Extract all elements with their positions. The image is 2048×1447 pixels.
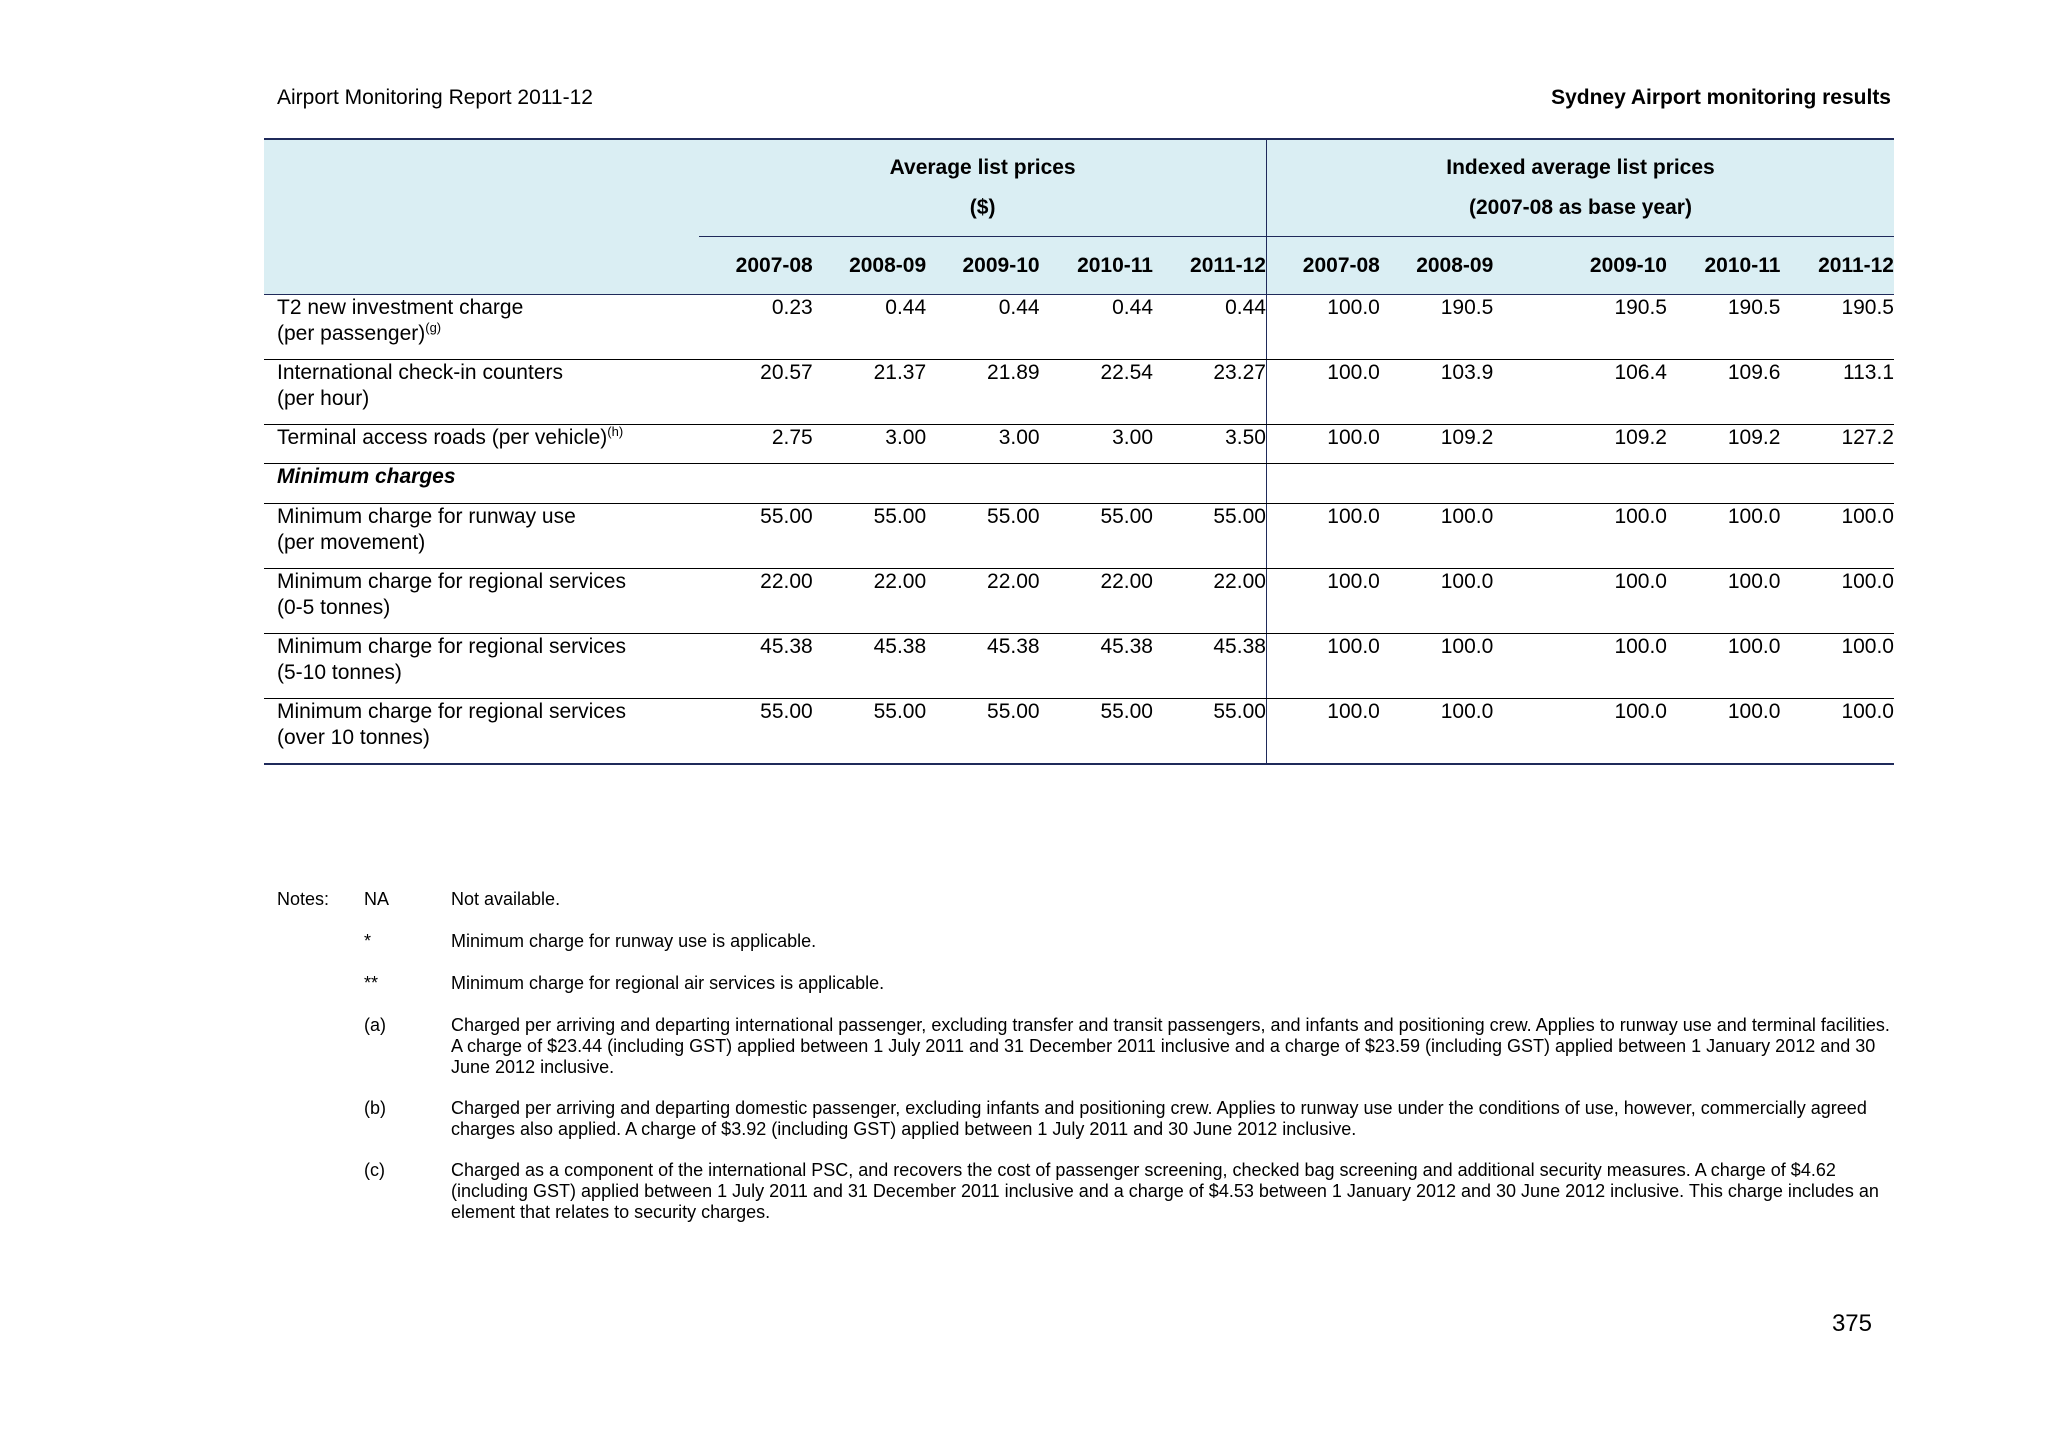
index-cell: 100.0 bbox=[1667, 634, 1780, 699]
price-cell: 20.57 bbox=[699, 360, 812, 425]
price-cell: 45.38 bbox=[926, 634, 1039, 699]
price-cell: 55.00 bbox=[813, 504, 926, 569]
row-label-line2: (over 10 tonnes) bbox=[277, 726, 430, 749]
index-cell: 100.0 bbox=[1266, 295, 1379, 360]
price-cell: 21.89 bbox=[926, 360, 1039, 425]
price-cell: 3.50 bbox=[1153, 425, 1266, 464]
header-group2-line2: (2007-08 as base year) bbox=[1468, 196, 1692, 219]
charges-table bbox=[264, 138, 1894, 765]
header-average-list-prices bbox=[699, 139, 1266, 237]
page-number: 375 bbox=[1831, 1310, 1872, 1337]
section-title: Sydney Airport monitoring results bbox=[1551, 86, 1891, 109]
row-label bbox=[264, 295, 699, 360]
index-cell: 109.2 bbox=[1493, 425, 1667, 464]
price-cell: 3.00 bbox=[926, 425, 1039, 464]
price-cell: 55.00 bbox=[699, 699, 812, 765]
header-group1-line2: ($) bbox=[969, 196, 996, 219]
index-cell: 100.0 bbox=[1667, 569, 1780, 634]
table-row bbox=[264, 295, 1894, 360]
row-label-line1: Minimum charge for runway use bbox=[277, 505, 576, 528]
row-label-line2: (per passenger) bbox=[277, 322, 426, 345]
price-cell: 55.00 bbox=[926, 699, 1039, 765]
price-cell: 22.00 bbox=[699, 569, 812, 634]
price-cell: 22.00 bbox=[1040, 569, 1153, 634]
header-indexed-prices bbox=[1266, 139, 1894, 237]
price-cell: 22.00 bbox=[1153, 569, 1266, 634]
note-text: Charged per arriving and departing international passenger, excluding transfer and transit passengers, and infants and positioning crew. Applies to runway use and terminal facilities. A charge of $23.44 (including GST) applied between 1 July 2011 and 31 December 2011 inclusive and a charge of $23.59 (including GST) applied between 1 January 2012 and 30 June 2012 inclusive. bbox=[451, 1015, 1890, 1077]
index-cell: 100.0 bbox=[1667, 504, 1780, 569]
index-cell: 127.2 bbox=[1780, 425, 1894, 464]
note-item bbox=[277, 931, 1897, 953]
row-label bbox=[264, 699, 699, 765]
index-cell: 103.9 bbox=[1380, 360, 1493, 425]
year-header: 2011-12 bbox=[1780, 237, 1894, 295]
note-text: Charged as a component of the international PSC, and recovers the cost of passenger screening, checked bag screening and additional security measures. A charge of $4.62 (including GST) applied between 1 July 2011 and 31 December 2011 inclusive and a charge of $4.53 between 1 January 2012 and 30 June 2012 inclusive. This charge includes an element that relates to security charges. bbox=[451, 1160, 1879, 1222]
price-cell: 55.00 bbox=[1040, 699, 1153, 765]
price-cell: 0.44 bbox=[813, 295, 926, 360]
index-cell: 100.0 bbox=[1266, 425, 1379, 464]
row-label-line1: International check-in counters bbox=[277, 361, 563, 384]
price-cell: 21.37 bbox=[813, 360, 926, 425]
notes-label: Notes: bbox=[277, 889, 330, 909]
index-cell: 100.0 bbox=[1667, 699, 1780, 765]
price-cell: 0.23 bbox=[699, 295, 812, 360]
index-cell: 190.5 bbox=[1780, 295, 1894, 360]
note-key: (a) bbox=[364, 1015, 386, 1035]
price-cell: 23.27 bbox=[1153, 360, 1266, 425]
row-label bbox=[264, 569, 699, 634]
index-cell: 100.0 bbox=[1493, 634, 1667, 699]
row-label-line1: T2 new investment charge bbox=[277, 296, 524, 319]
price-cell: 3.00 bbox=[813, 425, 926, 464]
index-cell: 100.0 bbox=[1266, 569, 1379, 634]
index-cell: 100.0 bbox=[1780, 504, 1894, 569]
note-key: * bbox=[364, 931, 372, 951]
price-cell: 3.00 bbox=[1040, 425, 1153, 464]
index-cell: 100.0 bbox=[1780, 634, 1894, 699]
table-row bbox=[264, 699, 1894, 765]
year-header: 2010-11 bbox=[1040, 237, 1153, 295]
row-label bbox=[264, 360, 699, 425]
notes-section bbox=[277, 889, 1897, 1223]
row-label-line2: (5-10 tonnes) bbox=[277, 661, 402, 684]
row-label bbox=[264, 504, 699, 569]
note-text: Minimum charge for regional air services is applicable. bbox=[451, 973, 885, 993]
note-text: Charged per arriving and departing domestic passenger, excluding infants and positioning crew. Applies to runway use under the conditions of use, however, commercially agreed charges also applied. A charge of $3.92 (including GST) applied between 1 July 2011 and 30 June 2012 inclusive. bbox=[451, 1098, 1867, 1139]
year-header: 2007-08 bbox=[1266, 237, 1379, 295]
index-cell: 106.4 bbox=[1493, 360, 1667, 425]
year-header: 2008-09 bbox=[1380, 237, 1493, 295]
table-row bbox=[264, 504, 1894, 569]
note-item bbox=[277, 889, 1897, 911]
row-label-line1: Minimum charge for regional services bbox=[277, 700, 626, 723]
note-item bbox=[277, 1015, 1897, 1078]
year-header: 2009-10 bbox=[926, 237, 1039, 295]
index-cell: 190.5 bbox=[1493, 295, 1667, 360]
row-label-line2: (0-5 tonnes) bbox=[277, 596, 391, 619]
index-cell: 100.0 bbox=[1266, 360, 1379, 425]
price-cell: 45.38 bbox=[813, 634, 926, 699]
price-cell: 22.54 bbox=[1040, 360, 1153, 425]
header-group2-line1: Indexed average list prices bbox=[1446, 156, 1715, 179]
row-label-line2: (per movement) bbox=[277, 531, 426, 554]
index-cell: 100.0 bbox=[1380, 699, 1493, 765]
index-cell: 100.0 bbox=[1780, 569, 1894, 634]
index-cell: 100.0 bbox=[1780, 699, 1894, 765]
index-cell: 100.0 bbox=[1380, 634, 1493, 699]
table-row bbox=[264, 569, 1894, 634]
price-cell: 55.00 bbox=[1040, 504, 1153, 569]
note-key: (c) bbox=[364, 1160, 385, 1180]
index-cell: 109.2 bbox=[1667, 425, 1780, 464]
index-cell: 100.0 bbox=[1493, 504, 1667, 569]
row-label-line1: Minimum charge for regional services bbox=[277, 570, 626, 593]
row-label bbox=[264, 634, 699, 699]
header-blank-cell bbox=[264, 139, 699, 295]
index-cell: 113.1 bbox=[1780, 360, 1894, 425]
price-cell: 22.00 bbox=[813, 569, 926, 634]
price-cell: 0.44 bbox=[1040, 295, 1153, 360]
price-cell: 0.44 bbox=[1153, 295, 1266, 360]
index-cell: 100.0 bbox=[1266, 699, 1379, 765]
row-label-line2: (per hour) bbox=[277, 387, 370, 410]
year-header: 2010-11 bbox=[1667, 237, 1780, 295]
price-cell: 55.00 bbox=[813, 699, 926, 765]
year-header: 2008-09 bbox=[813, 237, 926, 295]
note-key: (b) bbox=[364, 1098, 386, 1118]
index-cell: 100.0 bbox=[1493, 699, 1667, 765]
table-row bbox=[264, 425, 1894, 464]
table-row bbox=[264, 634, 1894, 699]
note-item bbox=[277, 1098, 1897, 1140]
index-cell: 190.5 bbox=[1380, 295, 1493, 360]
note-item bbox=[277, 1160, 1897, 1223]
price-cell: 45.38 bbox=[1153, 634, 1266, 699]
table-row bbox=[264, 464, 1894, 504]
index-cell: 100.0 bbox=[1380, 504, 1493, 569]
year-header: 2007-08 bbox=[699, 237, 812, 295]
price-cell: 45.38 bbox=[1040, 634, 1153, 699]
index-cell: 100.0 bbox=[1266, 634, 1379, 699]
index-cell: 100.0 bbox=[1266, 504, 1379, 569]
row-label-line1: Terminal access roads (per vehicle) bbox=[277, 426, 608, 449]
footnote-marker: (h) bbox=[607, 424, 624, 439]
section-heading: Minimum charges bbox=[264, 464, 1266, 504]
footnote-marker: (g) bbox=[425, 320, 442, 335]
price-cell: 45.38 bbox=[699, 634, 812, 699]
price-cell: 55.00 bbox=[926, 504, 1039, 569]
header-group1-line1: Average list prices bbox=[889, 156, 1076, 179]
price-cell: 55.00 bbox=[699, 504, 812, 569]
price-cell: 2.75 bbox=[699, 425, 812, 464]
index-cell: 100.0 bbox=[1493, 569, 1667, 634]
table-header-group-row bbox=[264, 139, 1894, 237]
row-label-line1: Minimum charge for regional services bbox=[277, 635, 626, 658]
year-header: 2011-12 bbox=[1153, 237, 1266, 295]
note-text: Minimum charge for runway use is applicable. bbox=[451, 931, 817, 951]
price-cell: 0.44 bbox=[926, 295, 1039, 360]
year-header: 2009-10 bbox=[1493, 237, 1667, 295]
price-cell: 55.00 bbox=[1153, 504, 1266, 569]
note-key: NA bbox=[364, 889, 390, 909]
row-label bbox=[264, 425, 699, 464]
index-cell: 109.2 bbox=[1380, 425, 1493, 464]
index-cell: 109.6 bbox=[1667, 360, 1780, 425]
section-blank-cell bbox=[1266, 464, 1894, 504]
report-title: Airport Monitoring Report 2011-12 bbox=[277, 86, 593, 109]
table-row bbox=[264, 360, 1894, 425]
note-key: ** bbox=[364, 973, 379, 993]
note-item bbox=[277, 973, 1897, 995]
price-cell: 55.00 bbox=[1153, 699, 1266, 765]
price-cell: 22.00 bbox=[926, 569, 1039, 634]
note-text: Not available. bbox=[451, 889, 561, 909]
index-cell: 100.0 bbox=[1380, 569, 1493, 634]
index-cell: 190.5 bbox=[1667, 295, 1780, 360]
